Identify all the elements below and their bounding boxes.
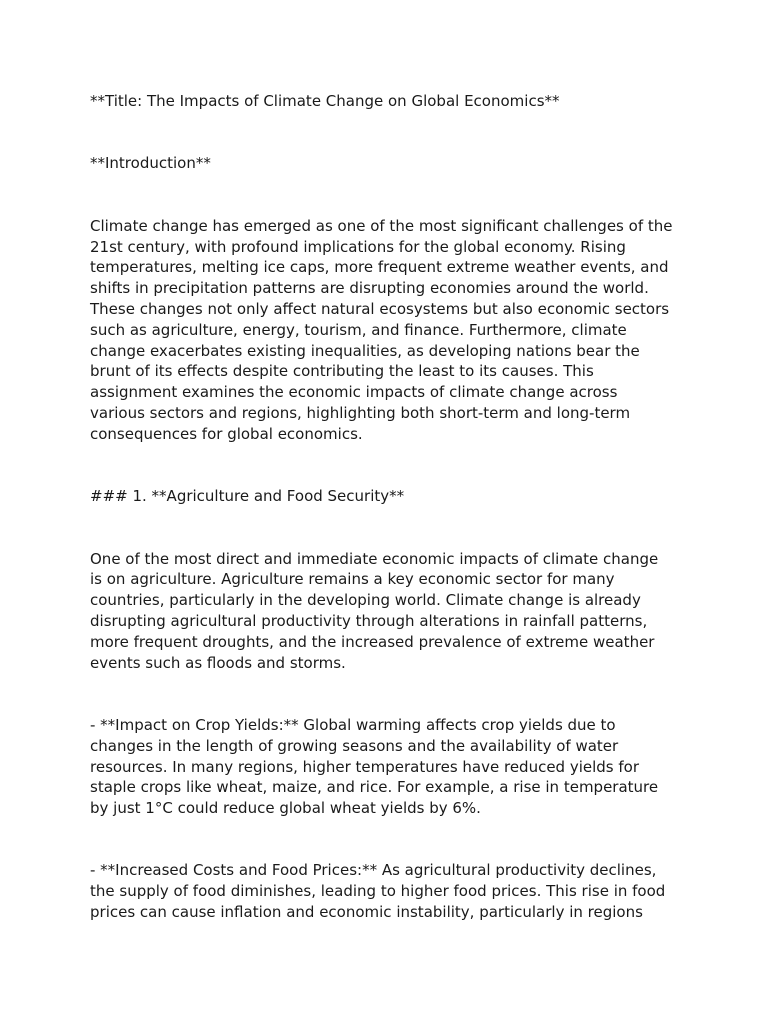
paragraph-gap [90,445,690,487]
text-line: by just 1°C could reduce global wheat yields by 6%. [90,799,481,818]
text-line: changes in the length of growing seasons and the availability of water [90,736,619,755]
text-line: brunt of its effects despite contributing the least to its causes. This [90,362,594,381]
text-line: resources. In many regions, higher temperatures have reduced yields for [90,757,640,776]
section-heading: ### 1. **Agriculture and Food Security** [90,487,405,506]
paragraph-gap [90,507,690,549]
paragraph-gap [90,819,690,861]
paragraph-gap [90,673,690,715]
bullet-food-prices [90,860,690,922]
text-line: change exacerbates existing inequalities, as developing nations bear the [90,341,640,360]
text-line: These changes not only affect natural ecosystems but also economic sectors [90,299,670,318]
document-body [90,91,690,923]
introduction-paragraph [90,216,690,445]
introduction-heading: **Introduction** [90,154,211,173]
paragraph-gap [90,174,690,216]
text-line: - **Impact on Crop Yields:** Global warming affects crop yields due to [90,715,616,734]
text-line: such as agriculture, energy, tourism, and finance. Furthermore, climate [90,320,627,339]
text-line: prices can cause inflation and economic instability, particularly in regions [90,903,643,922]
text-line: assignment examines the economic impacts of climate change across [90,383,618,402]
bullet-crop-yields [90,715,690,819]
document-title: **Title: The Impacts of Climate Change on Global Economics** [90,92,560,110]
text-line: - **Increased Costs and Food Prices:** As agricultural productivity declines, [90,861,657,880]
text-line: countries, particularly in the developing world. Climate change is already [90,591,641,610]
text-line: events such as floods and storms. [90,653,346,672]
text-line: staple crops like wheat, maize, and rice. For example, a rise in temperature [90,778,659,797]
paragraph-gap [90,112,690,154]
text-line: shifts in precipitation patterns are disrupting economies around the world. [90,279,649,298]
text-line: various sectors and regions, highlighting both short-term and long-term [90,403,631,422]
text-line: Climate change has emerged as one of the most significant challenges of the [90,216,673,235]
text-line: One of the most direct and immediate economic impacts of climate change [90,549,659,568]
text-line: consequences for global economics. [90,424,363,443]
text-line: the supply of food diminishes, leading to higher food prices. This rise in food [90,882,666,901]
text-line: more frequent droughts, and the increased prevalence of extreme weather [90,632,655,651]
text-line: disrupting agricultural productivity through alterations in rainfall patterns, [90,611,648,630]
text-line: 21st century, with profound implications for the global economy. Rising [90,237,626,256]
text-line: temperatures, melting ice caps, more frequent extreme weather events, and [90,258,669,277]
section-paragraph [90,549,690,674]
text-line: is on agriculture. Agriculture remains a key economic sector for many [90,570,615,589]
